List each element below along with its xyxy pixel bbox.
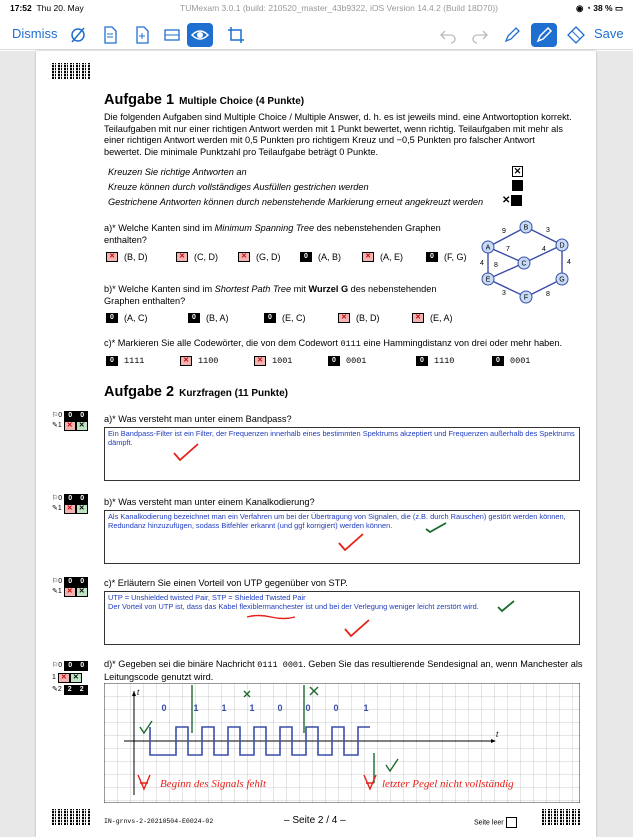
- option-1b-5[interactable]: ✕ (E, A): [412, 313, 453, 323]
- question-1a: a)* Welche Kanten sind im Minimum Spanning Tree des nebenstehenden Graphen enthalten?: [104, 223, 441, 245]
- grader-check-icon: [496, 599, 516, 613]
- bit-label: 1: [221, 703, 227, 713]
- bit-label: 0: [161, 703, 167, 713]
- option-1c-1[interactable]: 0 1111: [106, 356, 144, 366]
- axis-label-t: t: [496, 730, 499, 739]
- graph-weight: 8: [494, 262, 498, 269]
- option-1c-2[interactable]: ✕ 1100: [180, 356, 218, 366]
- exam-page: [36, 51, 596, 837]
- page-code-bottom-left: [52, 809, 90, 825]
- legend-recheck-box: ✕: [502, 195, 522, 206]
- legend-cross-box: ✕: [513, 166, 522, 176]
- grader-check-icon: [336, 531, 366, 553]
- question-2b: b)* Was versteht man unter einem Kanalkodierung?: [104, 497, 315, 507]
- points-marker-a[interactable]: ⚐0 0 0 ✎1 ✕ ✕: [52, 411, 88, 431]
- page-number: – Seite 2 / 4 –: [284, 815, 346, 826]
- question-1c: c)* Markieren Sie alle Codewörter, die von dem Codewort 0111 eine Hammingdistanz von drei oder mehr haben.: [104, 338, 563, 349]
- question-2d: d)* Gegeben sei die binäre Nachricht 0111 0001. Geben Sie das resultierende Sendesignal an, wenn Manchester als Leitungscode genutzt wird.: [104, 659, 583, 682]
- app-build-info: TUMexam 3.0.1 (build: 210520_master_43b9322, iOS Version 14.4.2 (Build 18D70)): [180, 3, 498, 13]
- page-empty-label: Seite leer: [474, 817, 517, 828]
- legend-check: Kreuzen Sie richtige Antworten an: [108, 167, 247, 177]
- graph-weight: 7: [506, 246, 510, 253]
- page-empty-checkbox[interactable]: [506, 817, 517, 828]
- question-2a: a)* Was versteht man unter einem Bandpass?: [104, 414, 292, 424]
- option-1b-3[interactable]: 0 (E, C): [264, 313, 306, 323]
- add-page-icon[interactable]: [132, 25, 152, 45]
- answer-2a[interactable]: Ein Bandpass-Filter ist ein Filter, der Frequenzen innerhalb eines bestimmten Spektrums akzeptiert und Frequenzen außerhalb des Spektrums dämpft.: [104, 427, 580, 481]
- option-1a-3[interactable]: ✕ (G, D): [238, 252, 281, 262]
- option-1b-2[interactable]: 0 (B, A): [188, 313, 229, 323]
- answer-2c[interactable]: UTP = Unshielded twisted Pair, STP = Shielded Twisted Pair Der Vorteil von UTP ist, dass das Kabel flexiblermanchester ist und bei der Verlegung weniger leicht zerstört wird.: [104, 591, 580, 645]
- graph-node-a: A: [485, 244, 491, 252]
- graph-node-d: D: [559, 242, 565, 250]
- graph-weight: 3: [546, 227, 550, 234]
- legend-filled-box: [512, 180, 523, 191]
- option-1a-1[interactable]: ✕ (B, D): [106, 252, 148, 262]
- redo-icon[interactable]: [470, 25, 490, 45]
- view-mode-button[interactable]: [187, 23, 213, 47]
- option-1c-6[interactable]: 0 0001: [492, 356, 530, 366]
- option-1b-4[interactable]: ✕ (B, D): [338, 313, 380, 323]
- question-1b: b)* Welche Kanten sind im Shortest Path Tree mit Wurzel G des nebenstehenden Graphen enthalten?: [104, 284, 437, 306]
- axis-label-t: t: [137, 688, 140, 697]
- answer-2b[interactable]: Als Kanalkodierung bezeichnet man ein Verfahren um bei der Übertragung von Signalen, die (z.B. durch Rauschen) gestört werden können, Redundanz hinzuzufügen, sodass Bitfehler erkannt (und ggf korrigiert) werden können.: [104, 510, 580, 564]
- option-1a-6[interactable]: 0 (F, G): [426, 252, 467, 262]
- option-1c-4[interactable]: 0 0001: [328, 356, 366, 366]
- task1-intro: Die folgenden Aufgaben sind Multiple Choice / Multiple Answer, d. h. es ist jeweils mind. eine Antwortoption korrekt. Teilaufgaben mit nur einer richtigen Antwort werden mit 1 Punkt bewertet, wenn richtig. Teilaufgaben mit mehr als einer richtigen Antwort werden mit 0,5 Punkten pro richtigem Kreuz und −0,5 Punkten pro falscher Antwort bewertet. Die minimale Punktzahl pro Teilaufgabe beträgt 0 Punkte.: [104, 112, 572, 157]
- graph-node-b: B: [523, 224, 529, 232]
- option-1c-3[interactable]: ✕ 1001: [254, 356, 292, 366]
- grader-underline: [246, 614, 296, 620]
- points-marker-b[interactable]: ⚐0 0 0 ✎1 ✕ ✕: [52, 494, 88, 514]
- save-button[interactable]: Save: [594, 26, 624, 41]
- task1-title: Aufgabe 1 Multiple Choice (4 Punkte): [104, 92, 305, 108]
- dismiss-button[interactable]: Dismiss: [12, 26, 58, 41]
- toolbar: [0, 18, 633, 50]
- grader-check-icon: [171, 441, 201, 463]
- grader-check-icon: [342, 617, 372, 639]
- bit-label: 1: [363, 703, 369, 713]
- graph-weight: 4: [542, 246, 546, 253]
- null-icon[interactable]: [68, 25, 88, 45]
- page-code-bottom-right: [542, 809, 580, 825]
- task2-title: Aufgabe 2 Kurzfragen (11 Punkte): [104, 384, 289, 400]
- bit-label: 0: [277, 703, 283, 713]
- eraser-icon[interactable]: [566, 25, 586, 45]
- pen-tool-button[interactable]: [531, 23, 557, 47]
- graph-weight: 4: [480, 260, 484, 267]
- graph-node-e: E: [485, 276, 491, 284]
- bit-label: 1: [249, 703, 255, 713]
- graph-weight: 3: [502, 290, 506, 297]
- bit-label: 0: [333, 703, 339, 713]
- bit-label: 1: [193, 703, 199, 713]
- graph-node-f: F: [523, 294, 529, 302]
- grader-check-icon: [424, 521, 448, 533]
- points-marker-d[interactable]: ⚐0 0 0 1 ✕ ✕ ✎2 2 2: [52, 660, 88, 696]
- graph-weight: 8: [546, 291, 550, 298]
- crop-icon[interactable]: [226, 25, 246, 45]
- option-1a-4[interactable]: 0 (A, B): [300, 252, 341, 262]
- grader-note-1: Beginn des Signals fehlt: [160, 778, 267, 790]
- manchester-signal-grid[interactable]: [104, 683, 580, 803]
- page-code-top-left: [52, 63, 90, 79]
- status-bar: [0, 0, 633, 16]
- document-icon[interactable]: [100, 25, 120, 45]
- undo-icon[interactable]: [438, 25, 458, 45]
- status-time: 17:52 Thu 20. May: [10, 3, 84, 13]
- legend-strike: Kreuze können durch vollständiges Ausfüllen gestrichen werden: [108, 182, 369, 192]
- document-viewer[interactable]: [0, 51, 633, 837]
- pencil-icon[interactable]: [502, 25, 522, 45]
- graph-node-g: G: [559, 276, 565, 284]
- graph-weight: 4: [567, 259, 571, 266]
- eye-icon: [190, 25, 210, 45]
- exam-id: IN-grnvs-2-20210504-E0024-02: [104, 818, 214, 825]
- question-2c: c)* Erläutern Sie einen Vorteil von UTP gegenüber von STP.: [104, 578, 348, 588]
- legend-recheck: Gestrichene Antworten können durch nebenstehende Markierung erneut angekreuzt werden: [108, 197, 484, 207]
- option-1b-1[interactable]: 0 (A, C): [106, 313, 148, 323]
- battery-indicator: ◉ ◔ 38 % ▭: [575, 2, 623, 13]
- graph-figure: [476, 219, 596, 305]
- option-1c-5[interactable]: 0 1110: [416, 356, 454, 366]
- option-1a-2[interactable]: ✕ (C, D): [176, 252, 218, 262]
- option-1a-5[interactable]: ✕ (A, E): [362, 252, 403, 262]
- pen-icon: [534, 25, 554, 45]
- grader-note-2: letzter Pegel nicht vollständig: [382, 778, 514, 790]
- scan-icon[interactable]: [162, 25, 182, 45]
- points-marker-c[interactable]: ⚐0 0 0 ✎1 ✕ ✕: [52, 577, 88, 597]
- bit-label: 0: [305, 703, 311, 713]
- graph-weight: 9: [502, 228, 506, 235]
- graph-node-c: C: [521, 260, 527, 268]
